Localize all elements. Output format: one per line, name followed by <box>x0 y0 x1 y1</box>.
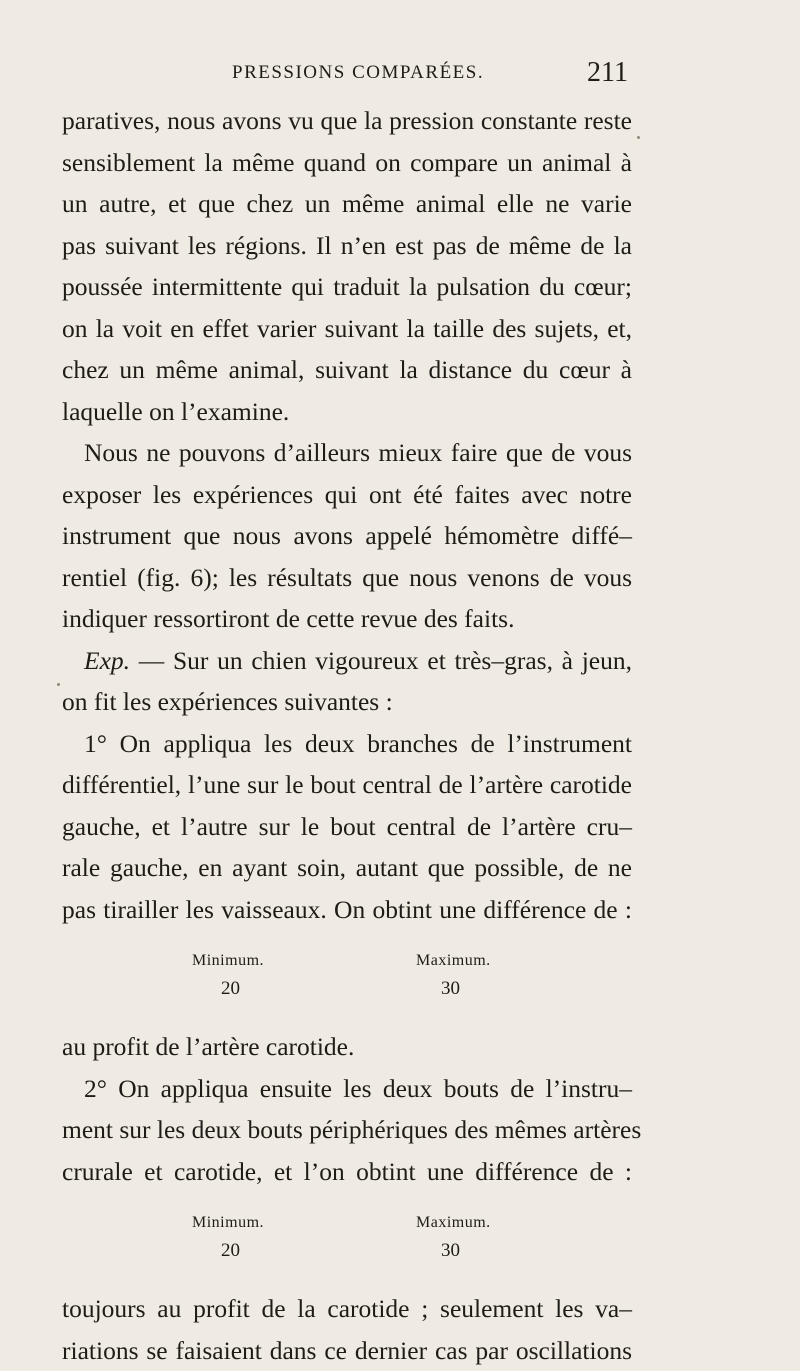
text-line: différentiel, l’une sur le bout central de l’artère carotide <box>62 764 632 806</box>
exp-text: — Sur un chien vigoureux et très–gras, à jeun, <box>130 646 632 675</box>
page-number: 211 <box>587 57 628 89</box>
minimum-value: 20 <box>221 968 240 1010</box>
text-line: un autre, et que chez un même animal elle ne varie <box>62 183 632 225</box>
text-line: pas tirailler les vaisseaux. On obtint une différence de : <box>62 889 632 931</box>
maximum-label: Maximum. <box>416 940 491 982</box>
pressure-table-2 <box>62 1192 632 1288</box>
paper-speck <box>57 683 60 686</box>
text-line: ment sur les deux bouts périphériques des mêmes artères <box>62 1109 632 1151</box>
running-title: PRESSIONS COMPARÉES. <box>232 62 484 84</box>
text-line: instrument que nous avons appelé hémomètre diffé– <box>62 515 632 557</box>
text-line: paratives, nous avons vu que la pression constante reste <box>62 100 632 142</box>
text-line: chez un même animal, suivant la distance du cœur à <box>62 349 632 391</box>
text-line: sensiblement la même quand on compare un animal à <box>62 142 632 184</box>
exp-line <box>62 640 632 682</box>
text-line: exposer les expériences qui ont été faites avec notre <box>62 474 632 516</box>
text-line: riations se faisaient dans ce dernier cas par oscillations <box>62 1330 632 1371</box>
pressure-table-1 <box>62 930 632 1026</box>
minimum-label: Minimum. <box>192 940 264 982</box>
text-line: 1° On appliqua les deux branches de l’instrument <box>62 723 632 765</box>
text-line: on la voit en effet varier suivant la taille des sujets, et, <box>62 308 632 350</box>
maximum-value: 30 <box>441 968 460 1010</box>
text-line: au profit de l’artère carotide. <box>62 1026 632 1068</box>
minimum-value: 20 <box>221 1230 240 1272</box>
exp-label: Exp. <box>84 646 130 675</box>
text-line: crurale et carotide, et l’on obtint une différence de : <box>62 1151 632 1193</box>
maximum-value: 30 <box>441 1230 460 1272</box>
text-line: Nous ne pouvons d’ailleurs mieux faire que de vous <box>62 432 632 474</box>
maximum-label: Maximum. <box>416 1202 491 1244</box>
body-text <box>62 100 632 1371</box>
paper-speck <box>637 136 640 139</box>
text-line: 2° On appliqua ensuite les deux bouts de l’instru– <box>62 1068 632 1110</box>
text-line: gauche, et l’autre sur le bout central de l’artère cru– <box>62 806 632 848</box>
text-line: rale gauche, en ayant soin, autant que possible, de ne <box>62 847 632 889</box>
text-line: laquelle on l’examine. <box>62 391 632 433</box>
text-line: poussée intermittente qui traduit la pulsation du cœur; <box>62 266 632 308</box>
minimum-label: Minimum. <box>192 1202 264 1244</box>
text-line: pas suivant les régions. Il n’en est pas de même de la <box>62 225 632 267</box>
text-line: toujours au profit de la carotide ; seulement les va– <box>62 1288 632 1330</box>
text-line: rentiel (fig. 6); les résultats que nous venons de vous <box>62 557 632 599</box>
page-header <box>0 60 800 94</box>
text-line: on fit les expériences suivantes : <box>62 681 632 723</box>
text-line: indiquer ressortiront de cette revue des faits. <box>62 598 632 640</box>
